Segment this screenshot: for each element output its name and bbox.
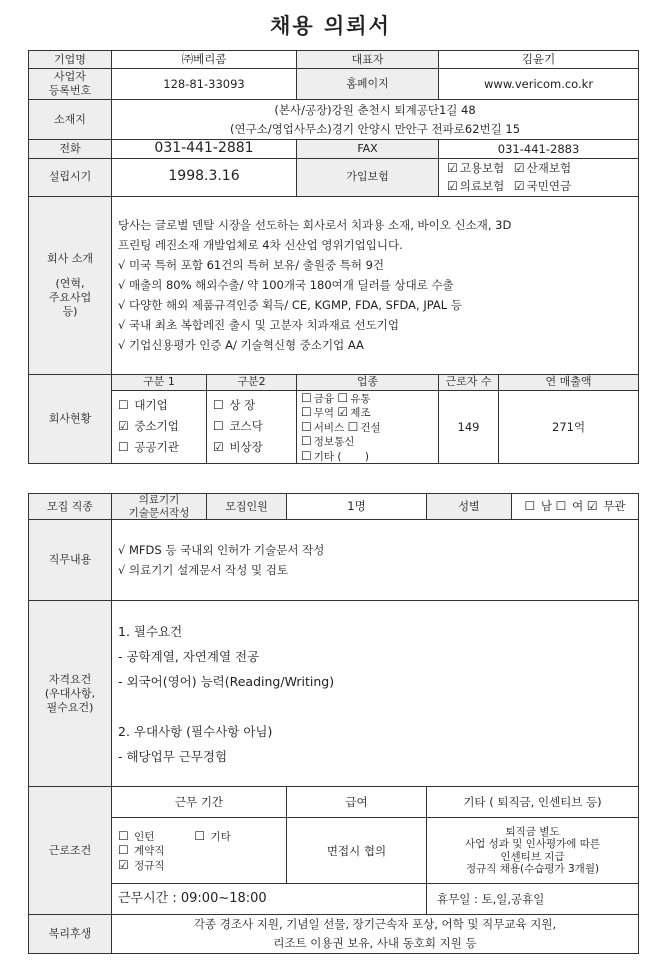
checkbox-icon: ☑ [513, 161, 525, 175]
period-checkbox[interactable]: ☐ 인턴 [118, 828, 155, 843]
fax: 031-441-2883 [439, 140, 639, 159]
company-name: ㈜베리콤 [112, 51, 297, 69]
gender-label: 성별 [427, 494, 512, 520]
period-options [112, 818, 287, 884]
industry-options [297, 390, 439, 464]
duty-line: √ MFDS 등 국내외 인허가 기술문서 작성 [118, 543, 325, 558]
founded: 1998.3.16 [112, 158, 297, 196]
category2-options [207, 390, 297, 464]
industry-checkbox[interactable]: ☑ 제조 [337, 405, 371, 420]
checkbox-icon: ☑ [213, 440, 224, 455]
phone: 031-441-2881 [112, 140, 297, 159]
company-name-label: 기업명 [29, 51, 112, 69]
insurance-options [439, 158, 639, 196]
address-label: 소재지 [29, 100, 112, 140]
category2-checkbox[interactable]: ☑ 비상장 [213, 440, 263, 455]
insurance-checkbox[interactable]: ☑ 산재보험 [513, 161, 572, 175]
address [112, 100, 639, 140]
qual-label: 자격요건 (우대사항, 필수요건) [29, 601, 112, 787]
status-header: 구분 1 [112, 374, 207, 390]
duty-content [112, 520, 639, 601]
checkbox-empty-icon: ☐ [213, 398, 224, 413]
duty-line: √ 의료기기 설계문서 작성 및 검토 [118, 563, 289, 578]
qual-line [118, 694, 635, 719]
welfare-label: 복리후생 [29, 915, 112, 954]
status-header: 근로자 수 [439, 374, 499, 390]
intro-label-cell [29, 196, 112, 374]
employee-count: 149 [439, 390, 499, 464]
intro-line: √ 미국 특허 포함 61건의 특허 보유/ 출원중 특허 9건 [118, 258, 385, 272]
industry-checkbox[interactable]: ☐ 건설 [347, 419, 381, 434]
homepage-label: 홈페이지 [297, 69, 439, 100]
industry-checkbox[interactable]: ☐ 무역 [301, 405, 335, 420]
intro-sub-label: (연혁, 주요사업 등) [48, 277, 92, 318]
job-label: 모집 직종 [29, 494, 112, 520]
other-conditions: 퇴직금 별도 사업 성과 및 인사평가에 따른 인센티브 지급 정규직 채용(수습평가 3개월) [427, 818, 639, 884]
phone-label: 전화 [29, 140, 112, 159]
status-header: 구분2 [207, 374, 297, 390]
period-checkbox[interactable]: ☐ 계약직 [118, 843, 165, 858]
salary: 면접시 협의 [287, 818, 427, 884]
reg-no: 128-81-33093 [112, 69, 297, 100]
status-header: 업종 [297, 374, 439, 390]
category1-options [112, 390, 207, 464]
gender-options [512, 494, 639, 520]
welfare: 각종 경조사 지원, 기념일 선물, 장기근속자 포상, 어학 및 직무교육 지원, 리조트 이용권 보유, 사내 동호회 지원 등 [112, 915, 639, 954]
recruit-table [28, 493, 639, 954]
industry-checkbox[interactable]: ☐ 기타 ( ) [301, 448, 369, 463]
intro-label: 회사 소개 [46, 251, 93, 265]
ceo-label: 대표자 [297, 51, 439, 69]
checkbox-empty-icon: ☐ [118, 398, 129, 413]
intro-line: 당사는 글로벌 덴탈 시장을 선도하는 회사로서 치과용 소재, 바이오 신소재, 3D [118, 218, 512, 232]
insurance-checkbox[interactable]: ☑ 고용보험 [447, 161, 505, 175]
category1-checkbox[interactable]: ☑ 중소기업 [118, 419, 179, 434]
work-hours: 근무시간 : 09:00~18:00 [112, 884, 427, 915]
insurance-checkbox[interactable]: ☑ 국민연금 [513, 179, 572, 193]
reg-no-label: 사업자 등록번호 [29, 69, 112, 100]
count-label: 모집인원 [207, 494, 287, 520]
checkbox-icon: ☑ [447, 179, 458, 193]
industry-checkbox[interactable]: ☐ 유통 [337, 390, 371, 405]
period-checkbox[interactable]: ☐ 기타 [194, 828, 231, 843]
intro-line: 프린팅 레진소재 개발업체로 4차 신산업 영위기업입니다. [118, 238, 403, 252]
fax-label: FAX [297, 140, 439, 159]
annual-revenue: 271억 [499, 390, 639, 464]
category1-checkbox[interactable]: ☐ 대기업 [118, 398, 168, 413]
qual-line: - 외국어(영어) 능력(Reading/Writing) [118, 673, 335, 689]
status-header: 연 매출액 [499, 374, 639, 390]
period-checkbox[interactable]: ☑ 정규직 [118, 857, 165, 872]
category2-checkbox[interactable]: ☐ 상 장 [213, 398, 256, 413]
qual-line: 2. 우대사항 (필수사항 아님) [118, 723, 273, 739]
qual-line: 1. 필수요건 [118, 623, 183, 639]
address-line: (본사/공장)강원 춘천시 퇴계공단1길 48 [274, 102, 476, 117]
work-label: 근로조건 [29, 787, 112, 915]
ceo-name: 김윤기 [439, 51, 639, 69]
checkbox-empty-icon: ☐ [213, 419, 224, 434]
insurance-label: 가입보험 [297, 158, 439, 196]
gender-checkbox-any[interactable]: ☑ 무관 [586, 499, 626, 514]
job-type: 의료기기 기술문서작성 [112, 494, 207, 520]
duty-label: 직무내용 [29, 520, 112, 601]
industry-checkbox[interactable]: ☐ 서비스 [301, 419, 345, 434]
founded-label: 설립시기 [29, 158, 112, 196]
industry-checkbox[interactable]: ☐ 정보통신 [301, 434, 355, 449]
homepage: www.vericom.co.kr [439, 69, 639, 100]
checkbox-icon: ☑ [513, 179, 525, 193]
recruit-count: 1명 [287, 494, 427, 520]
company-info-table [28, 50, 639, 464]
insurance-checkbox[interactable]: ☑ 의료보험 [447, 179, 505, 193]
qual-line: - 공학계열, 자연계열 전공 [118, 648, 260, 664]
status-label: 회사현황 [29, 374, 112, 464]
checkbox-icon: ☑ [118, 419, 129, 434]
checkbox-icon: ☑ [447, 161, 458, 175]
category2-checkbox[interactable]: ☐ 코스닥 [213, 419, 263, 434]
gender-checkbox-female[interactable]: ☐ 여 [555, 499, 584, 514]
intro-line: √ 국내 최초 복합레진 출시 및 고분자 치과재료 선도기업 [118, 318, 399, 332]
intro-line: √ 기업신용평가 인증 A/ 기술혁신형 중소기업 AA [118, 338, 364, 352]
intro-line: √ 다양한 해외 제품규격인증 획득/ CE, KGMP, FDA, SFDA, JPAL 등 [118, 298, 462, 312]
work-header: 기타 ( 퇴직금, 인센티브 등) [427, 787, 639, 818]
checkbox-empty-icon: ☐ [118, 440, 129, 455]
holidays: 휴무일 : 토,일,공휴일 [427, 884, 639, 915]
gender-checkbox-male[interactable]: ☐ 남 [524, 499, 553, 514]
qual-line: - 해당업무 근무경험 [118, 748, 228, 764]
industry-checkbox[interactable]: ☐ 금융 [301, 390, 335, 405]
company-intro [112, 196, 639, 374]
work-header: 근무 기간 [112, 787, 287, 818]
address-line: (연구소/영업사무소)경기 안양시 만안구 전파로62번길 15 [230, 121, 521, 136]
work-header: 급여 [287, 787, 427, 818]
intro-line: √ 매출의 80% 해외수출/ 약 100개국 180여개 딜러를 상대로 수출 [118, 278, 454, 292]
category1-checkbox[interactable]: ☐ 공공기관 [118, 440, 179, 455]
qual-content [112, 601, 639, 787]
page-title: 채용 의뢰서 [270, 14, 391, 38]
